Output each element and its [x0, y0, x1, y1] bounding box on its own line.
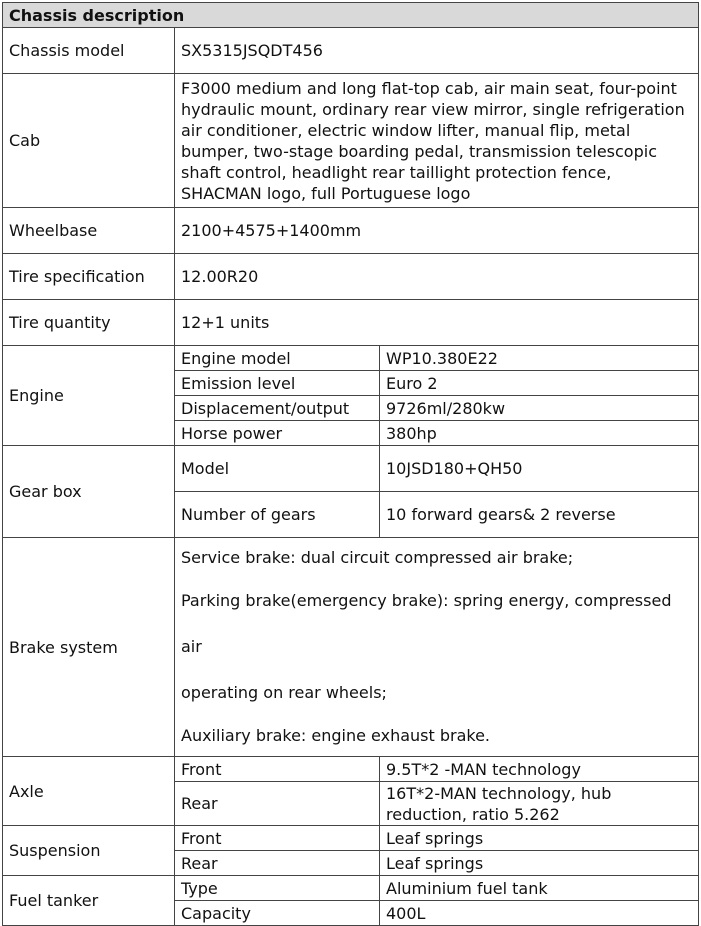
- brake-line-auxiliary: Auxiliary brake: engine exhaust brake.: [181, 726, 491, 745]
- key-engine-model: Engine model: [175, 346, 380, 371]
- key-gearbox-model: Model: [175, 446, 380, 492]
- value-horse-power: 380hp: [380, 421, 699, 446]
- value-displacement: 9726ml/280kw: [380, 396, 699, 421]
- label-chassis-model: Chassis model: [3, 28, 175, 74]
- key-axle-front: Front: [175, 757, 380, 782]
- key-displacement: Displacement/output: [175, 396, 380, 421]
- value-axle-rear: 16T*2-MAN technology, hub reduction, ratio 5.262: [380, 782, 699, 826]
- value-fuel-type: Aluminium fuel tank: [380, 876, 699, 901]
- key-suspension-front: Front: [175, 826, 380, 851]
- table-title: Chassis description: [3, 3, 699, 28]
- value-chassis-model: SX5315JSQDT456: [175, 28, 699, 74]
- value-gearbox-model: 10JSD180+QH50: [380, 446, 699, 492]
- label-tire-specification: Tire specification: [3, 254, 175, 300]
- row-gearbox-model: [3, 446, 699, 492]
- key-suspension-rear: Rear: [175, 851, 380, 876]
- label-fuel-tanker: Fuel tanker: [3, 876, 175, 926]
- brake-line-parking: Parking brake(emergency brake): spring energy, compressed air: [181, 591, 672, 656]
- key-horse-power: Horse power: [175, 421, 380, 446]
- value-number-of-gears: 10 forward gears& 2 reverse: [380, 492, 699, 538]
- value-axle-front: 9.5T*2 -MAN technology: [380, 757, 699, 782]
- label-engine: Engine: [3, 346, 175, 446]
- row-brake-system: [3, 538, 699, 757]
- key-emission-level: Emission level: [175, 371, 380, 396]
- value-tire-specification: 12.00R20: [175, 254, 699, 300]
- value-emission-level: Euro 2: [380, 371, 699, 396]
- brake-line-service: Service brake: dual circuit compressed air brake;: [181, 548, 574, 567]
- value-suspension-front: Leaf springs: [380, 826, 699, 851]
- key-axle-rear: Rear: [175, 782, 380, 826]
- value-suspension-rear: Leaf springs: [380, 851, 699, 876]
- value-cab: F3000 medium and long flat-top cab, air main seat, four-point hydraulic mount, ordinary rear view mirror, single refrigeration air conditioner, electric window lifter, manual flip, metal bumper, two-stage boarding pedal, transmission telescopic shaft control, headlight rear taillight protection fence, SHACMAN logo, full Portuguese logo: [175, 74, 699, 208]
- row-engine-model: [3, 346, 699, 371]
- row-tire-specification: [3, 254, 699, 300]
- chassis-table-wrapper: [2, 2, 699, 926]
- table-header-row: [3, 3, 699, 28]
- row-axle-front: [3, 757, 699, 782]
- key-fuel-capacity: Capacity: [175, 901, 380, 926]
- value-fuel-capacity: 400L: [380, 901, 699, 926]
- row-tire-quantity: [3, 300, 699, 346]
- key-fuel-type: Type: [175, 876, 380, 901]
- value-wheelbase: 2100+4575+1400mm: [175, 208, 699, 254]
- row-suspension-front: [3, 826, 699, 851]
- label-suspension: Suspension: [3, 826, 175, 876]
- label-cab: Cab: [3, 74, 175, 208]
- label-wheelbase: Wheelbase: [3, 208, 175, 254]
- key-number-of-gears: Number of gears: [175, 492, 380, 538]
- label-gearbox: Gear box: [3, 446, 175, 538]
- value-brake-system: [175, 538, 699, 757]
- row-chassis-model: [3, 28, 699, 74]
- brake-line-parking-cont: operating on rear wheels;: [181, 683, 387, 702]
- label-tire-quantity: Tire quantity: [3, 300, 175, 346]
- value-tire-quantity: 12+1 units: [175, 300, 699, 346]
- label-brake-system: Brake system: [3, 538, 175, 757]
- row-wheelbase: [3, 208, 699, 254]
- chassis-description-table: [2, 2, 699, 926]
- label-axle: Axle: [3, 757, 175, 826]
- row-fuel-type: [3, 876, 699, 901]
- row-cab: [3, 74, 699, 208]
- value-engine-model: WP10.380E22: [380, 346, 699, 371]
